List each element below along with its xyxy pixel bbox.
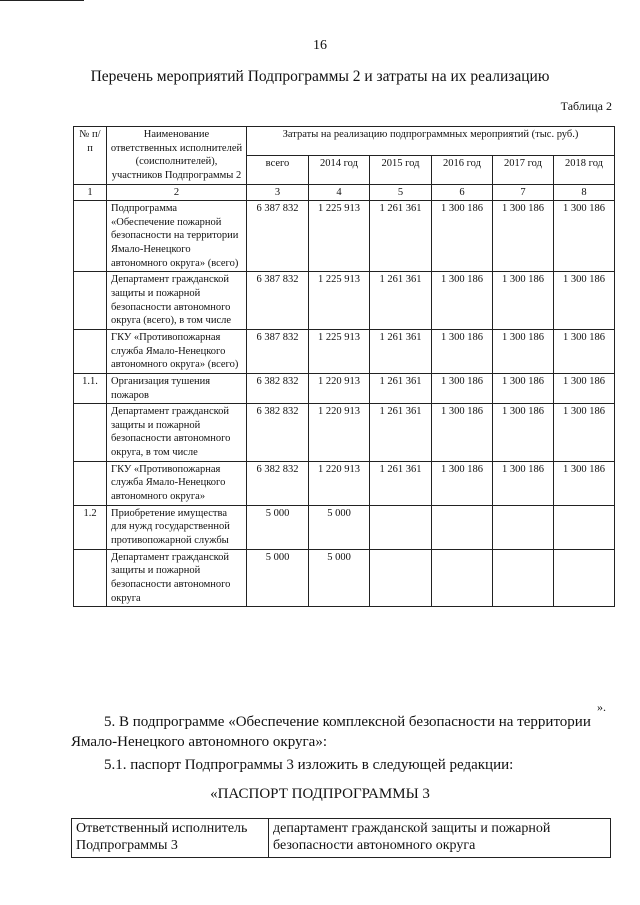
row-name: Организация тушения пожаров	[107, 373, 247, 403]
row-value: 1 225 913	[309, 329, 370, 373]
row-value	[554, 505, 615, 549]
row-value: 1 261 361	[370, 404, 432, 462]
row-name: Приобретение имущества для нужд государственной противопожарной службы	[107, 505, 247, 549]
row-value: 6 382 832	[247, 373, 309, 403]
row-value: 1 300 186	[554, 329, 615, 373]
row-value: 1 300 186	[554, 461, 615, 505]
paragraph-5-line1: 5. В подпрограмме «Обеспечение комплексной безопасности на территории	[104, 714, 591, 730]
row-value: 1 220 913	[309, 461, 370, 505]
passport-label: Ответственный исполнитель Подпрограммы 3	[72, 819, 269, 858]
page-number: 16	[313, 38, 327, 53]
row-value	[493, 549, 554, 607]
row-value: 1 261 361	[370, 373, 432, 403]
passport-value: департамент гражданской защиты и пожарной безопасности автономного округа	[269, 819, 611, 858]
column-number: 4	[309, 184, 370, 201]
row-value: 1 261 361	[370, 272, 432, 330]
column-number: 2	[107, 184, 247, 201]
row-value: 5 000	[247, 549, 309, 607]
row-value: 1 300 186	[432, 404, 493, 462]
row-value: 1 225 913	[309, 201, 370, 272]
row-value	[370, 549, 432, 607]
column-number: 7	[493, 184, 554, 201]
header-costs: Затраты на реализацию подпрограммных мероприятий (тыс. руб.)	[247, 127, 615, 156]
passport-row	[72, 819, 611, 858]
row-value: 6 387 832	[247, 272, 309, 330]
passport-title: «ПАСПОРТ ПОДПРОГРАММЫ 3	[210, 786, 430, 802]
table-row	[74, 505, 615, 549]
row-value: 1 220 913	[309, 404, 370, 462]
row-value: 1 300 186	[432, 201, 493, 272]
table-row	[74, 272, 615, 330]
header-year: 2018 год	[554, 155, 615, 184]
row-value: 1 300 186	[554, 201, 615, 272]
row-value: 1 261 361	[370, 461, 432, 505]
row-value: 5 000	[247, 505, 309, 549]
paragraph-5-line2: Ямало-Ненецкого автономного округа»:	[71, 734, 328, 751]
row-value: 6 387 832	[247, 329, 309, 373]
row-value: 6 382 832	[247, 404, 309, 462]
row-value: 1 300 186	[432, 272, 493, 330]
row-number	[74, 461, 107, 505]
table-row	[74, 404, 615, 462]
row-value	[432, 505, 493, 549]
header-name: Наименование ответственных исполнителей (соисполнителей), участников Подпрограммы 2	[107, 127, 247, 185]
row-value: 1 261 361	[370, 201, 432, 272]
row-value: 1 300 186	[493, 329, 554, 373]
row-value: 6 382 832	[247, 461, 309, 505]
row-value	[493, 505, 554, 549]
page-title: Перечень мероприятий Подпрограммы 2 и затраты на их реализацию	[90, 68, 550, 85]
table-closing-quote: ».	[597, 700, 606, 714]
header-year: 2014 год	[309, 155, 370, 184]
row-number	[74, 404, 107, 462]
row-value: 1 300 186	[493, 404, 554, 462]
row-value: 1 300 186	[432, 373, 493, 403]
row-value: 1 261 361	[370, 329, 432, 373]
table-row	[74, 373, 615, 403]
row-value: 1 300 186	[432, 461, 493, 505]
column-numbers-row	[74, 184, 615, 201]
passport-table	[71, 818, 611, 858]
table-row	[74, 461, 615, 505]
row-number	[74, 201, 107, 272]
column-number: 8	[554, 184, 615, 201]
column-number: 6	[432, 184, 493, 201]
paragraph-5-1: 5.1. паспорт Подпрограммы 3 изложить в следующей редакции:	[104, 757, 514, 773]
row-value: 6 387 832	[247, 201, 309, 272]
table-label: Таблица 2	[560, 99, 612, 113]
row-value: 1 300 186	[432, 329, 493, 373]
row-value: 1 220 913	[309, 373, 370, 403]
row-name: Подпрограмма «Обеспечение пожарной безопасности на территории Ямало-Ненецкого автономного округа» (всего)	[107, 201, 247, 272]
row-value: 5 000	[309, 505, 370, 549]
header-row	[74, 127, 615, 156]
paragraph-5	[0, 712, 640, 753]
row-name: ГКУ «Противопожарная служба Ямало-Ненецкого автономного округа»	[107, 461, 247, 505]
table-row	[74, 201, 615, 272]
row-value: 1 300 186	[493, 461, 554, 505]
row-number	[74, 549, 107, 607]
row-value: 1 300 186	[554, 272, 615, 330]
row-value: 1 300 186	[493, 201, 554, 272]
row-number	[74, 329, 107, 373]
row-value: 1 300 186	[554, 404, 615, 462]
header-year: 2017 год	[493, 155, 554, 184]
column-number: 5	[370, 184, 432, 201]
row-value: 1 225 913	[309, 272, 370, 330]
table-row	[74, 549, 615, 607]
row-value: 1 300 186	[493, 373, 554, 403]
row-number	[74, 272, 107, 330]
header-year: 2016 год	[432, 155, 493, 184]
row-name: Департамент гражданской защиты и пожарной безопасности автономного округа, в том числе	[107, 404, 247, 462]
table-row	[74, 329, 615, 373]
header-year: 2015 год	[370, 155, 432, 184]
costs-table	[73, 126, 615, 607]
row-number: 1.1.	[74, 373, 107, 403]
row-value: 1 300 186	[554, 373, 615, 403]
row-value: 1 300 186	[493, 272, 554, 330]
row-value	[432, 549, 493, 607]
row-value	[554, 549, 615, 607]
row-number: 1.2	[74, 505, 107, 549]
row-name: ГКУ «Противопожарная служба Ямало-Ненецкого автономного округа» (всего)	[107, 329, 247, 373]
row-value: 5 000	[309, 549, 370, 607]
top-rule	[0, 0, 84, 1]
row-name: Департамент гражданской защиты и пожарной безопасности автономного округа	[107, 549, 247, 607]
column-number: 3	[247, 184, 309, 201]
column-number: 1	[74, 184, 107, 201]
header-num: № п/п	[74, 127, 107, 185]
row-value	[370, 505, 432, 549]
row-name: Департамент гражданской защиты и пожарной безопасности автономного округа (всего), в том числе	[107, 272, 247, 330]
header-year: всего	[247, 155, 309, 184]
